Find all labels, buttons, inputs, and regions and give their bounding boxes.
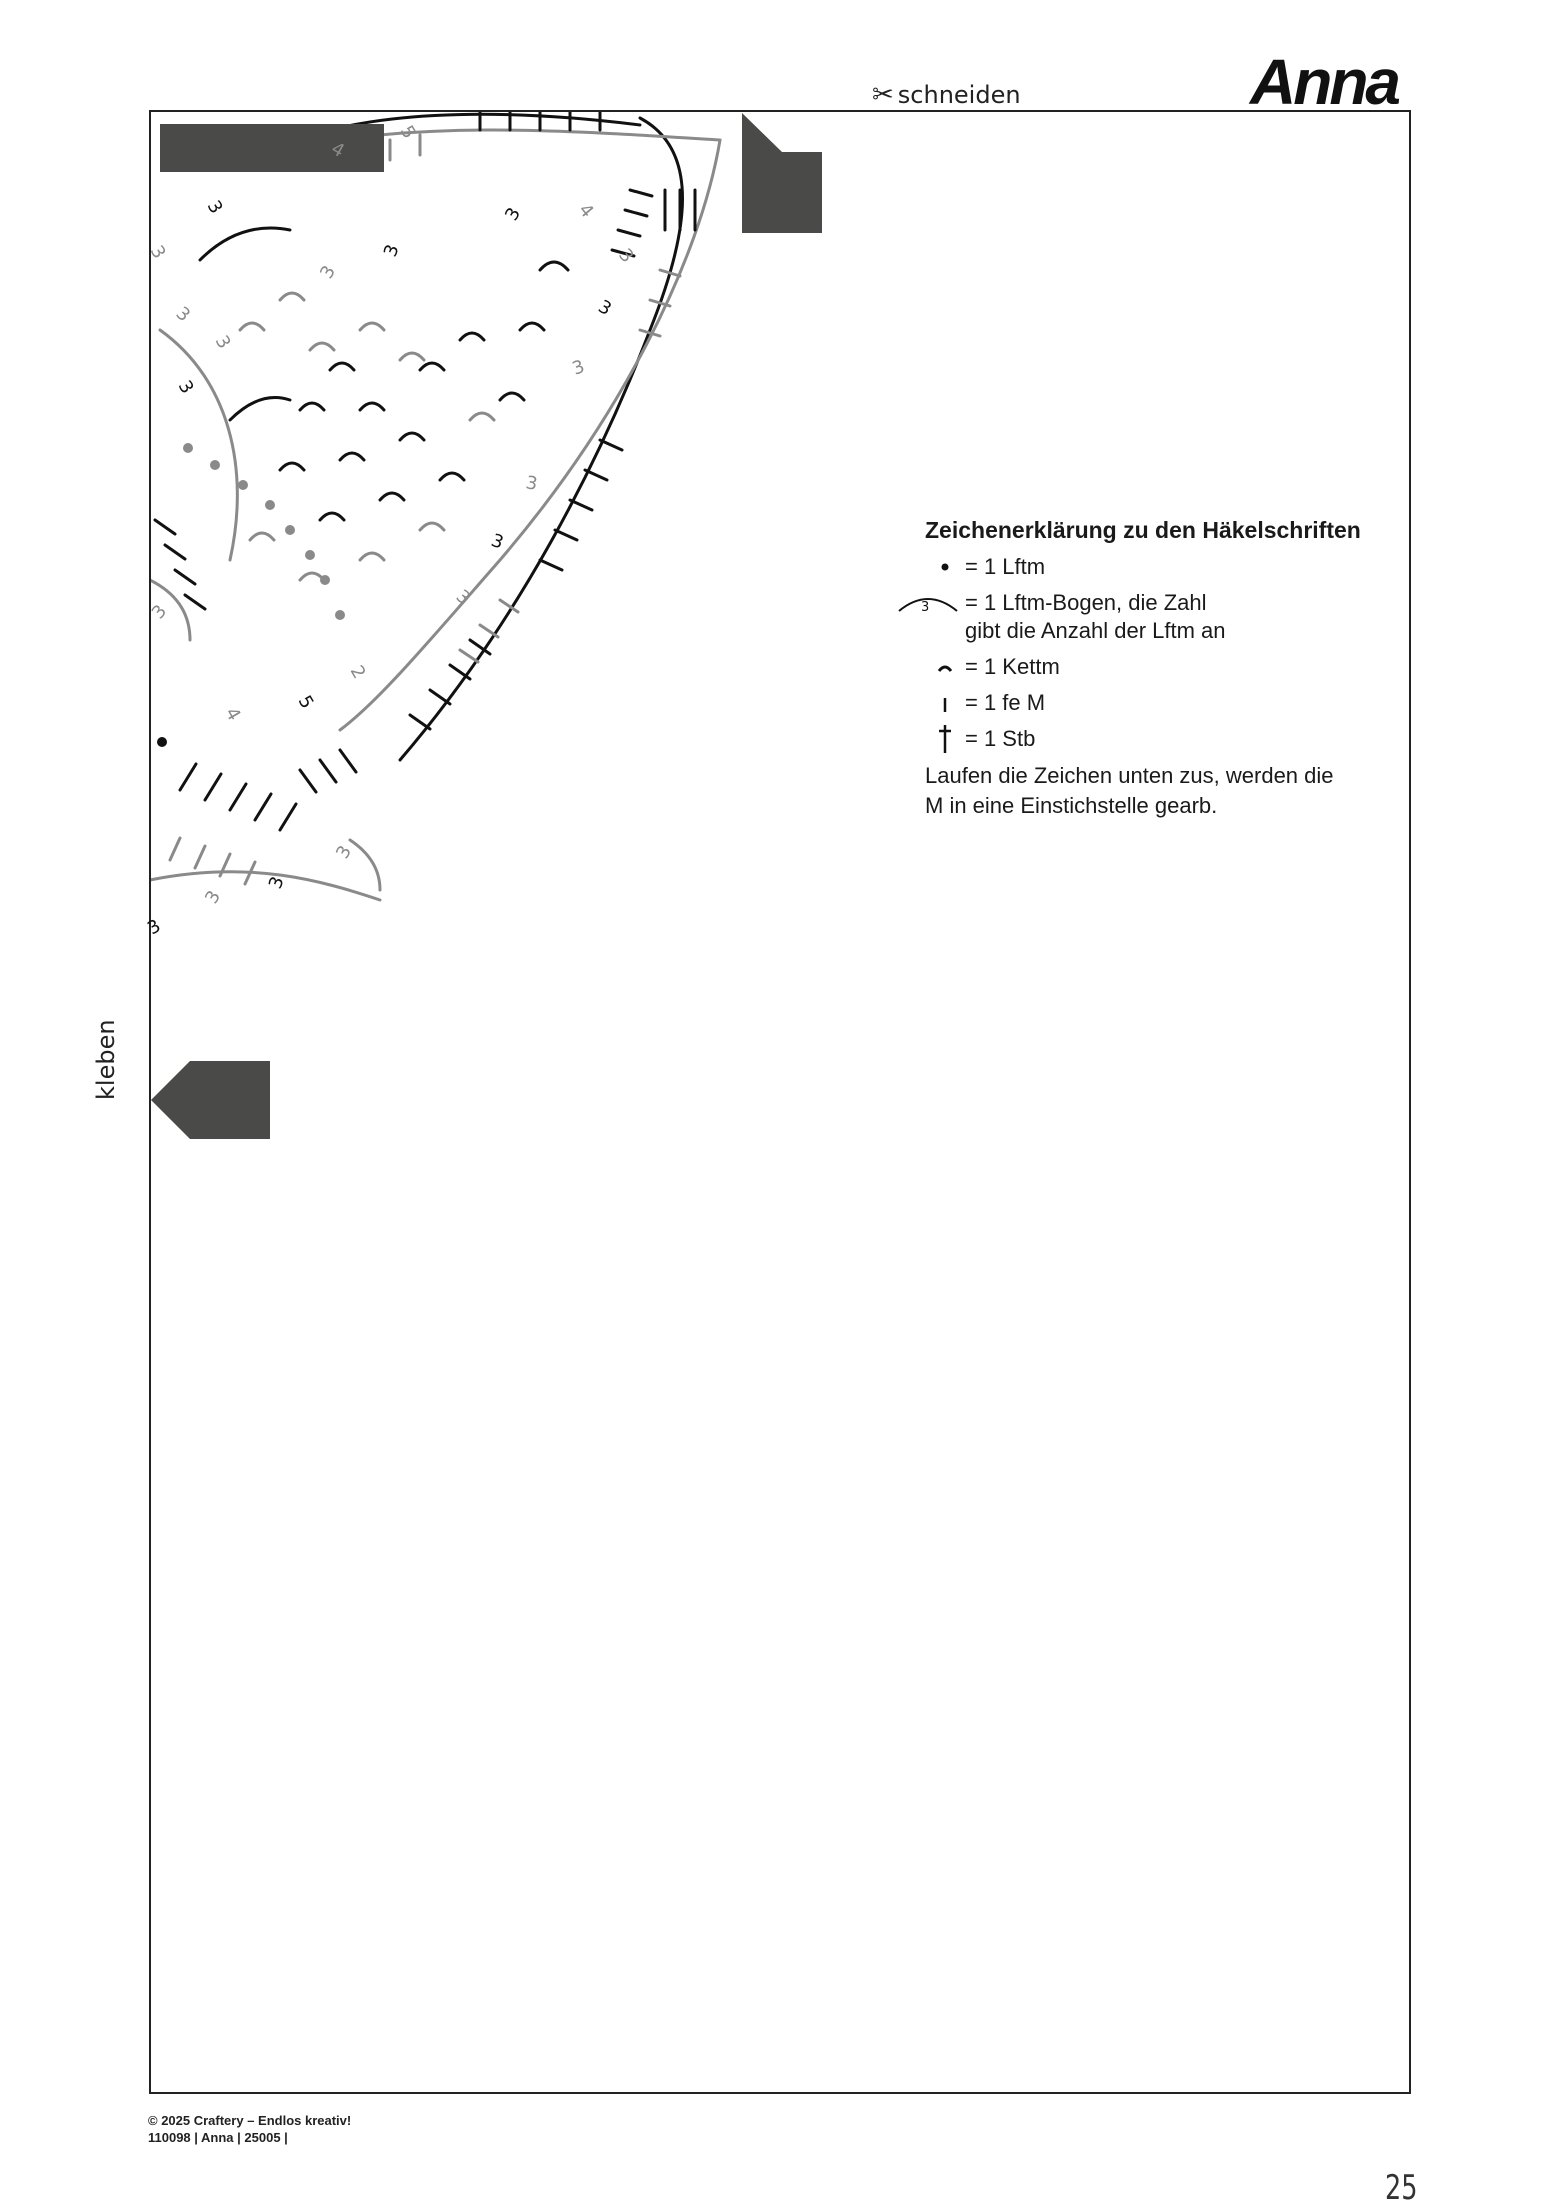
chart-label: 3 bbox=[147, 600, 172, 624]
legend-item-text bbox=[965, 589, 1226, 645]
double-crochet-icon bbox=[925, 725, 965, 753]
legend-item-text: = 1 Kettm bbox=[965, 654, 1060, 679]
chart-label: 4 bbox=[220, 704, 245, 725]
chart-label: 4 bbox=[327, 138, 348, 163]
legend-note-line1: Laufen die Zeichen unten zus, werden die bbox=[925, 763, 1334, 788]
chart-label: 5 bbox=[293, 692, 318, 713]
chart-label: 3 bbox=[332, 842, 357, 863]
legend-note bbox=[925, 761, 1385, 821]
chart-label: 3 bbox=[451, 585, 475, 610]
chart-label: 3 bbox=[569, 356, 588, 380]
chart-label: 3 bbox=[210, 332, 235, 353]
legend-item-chain bbox=[925, 553, 1385, 581]
chart-label: 3 bbox=[201, 887, 226, 908]
glue-label: kleben bbox=[92, 1019, 120, 1100]
legend-item-text-line1: = 1 Lftm-Bogen, die Zahl bbox=[965, 590, 1207, 615]
chain-dot-icon bbox=[925, 553, 965, 581]
chart-label: 3 bbox=[524, 472, 540, 495]
brand-logo: Anna bbox=[1250, 46, 1398, 118]
chart-label: 3 bbox=[379, 241, 404, 260]
chart-label: 3 bbox=[614, 244, 638, 267]
chart-label: 3 bbox=[594, 296, 615, 321]
chart-label: 3 bbox=[144, 915, 165, 940]
chart-label: 3 bbox=[145, 242, 170, 263]
page-number: 25 bbox=[1385, 2168, 1418, 2208]
legend-item-text: = 1 Lftm bbox=[965, 554, 1046, 579]
copyright-line2: 110098 | Anna | 25005 | bbox=[148, 2130, 288, 2145]
chart-label: 4 bbox=[574, 199, 598, 222]
scissors-icon: ✂ bbox=[872, 80, 894, 110]
chart-label: 5 bbox=[395, 122, 420, 143]
chart-label: 3 bbox=[171, 302, 195, 327]
legend-item-text: = 1 fe M bbox=[965, 690, 1046, 715]
chain-arc-icon bbox=[891, 589, 965, 617]
cut-label-text: schneiden bbox=[897, 81, 1021, 109]
chart-label: 3 bbox=[202, 197, 227, 218]
arc-number: 3 bbox=[921, 600, 930, 615]
legend-item-chain-arc bbox=[921, 589, 1385, 645]
copyright bbox=[148, 2112, 351, 2146]
chart-label: 2 bbox=[345, 662, 370, 683]
legend-item-text: = 1 Stb bbox=[965, 726, 1036, 751]
slip-stitch-icon bbox=[925, 653, 965, 681]
copyright-line1: © 2025 Craftery – Endlos kreativ! bbox=[148, 2113, 352, 2128]
stitch-legend bbox=[921, 517, 1385, 821]
legend-item-double-crochet bbox=[925, 725, 1385, 753]
legend-title: Zeichenerklärung zu den Häkelschriften bbox=[925, 517, 1361, 543]
legend-item-slip-stitch bbox=[925, 653, 1385, 681]
chart-label: 3 bbox=[173, 377, 198, 398]
chart-label: 3 bbox=[316, 262, 341, 283]
chart-label: 3 bbox=[501, 204, 526, 225]
legend-item-text-line2: gibt die Anzahl der Lftm an bbox=[965, 618, 1226, 643]
legend-note-line2: M in eine Einstichstelle gearb. bbox=[925, 793, 1218, 818]
chart-label: 3 bbox=[488, 529, 507, 554]
single-crochet-icon bbox=[925, 689, 965, 717]
chart-label: 3 bbox=[264, 873, 289, 892]
legend-item-single-crochet bbox=[925, 689, 1385, 717]
